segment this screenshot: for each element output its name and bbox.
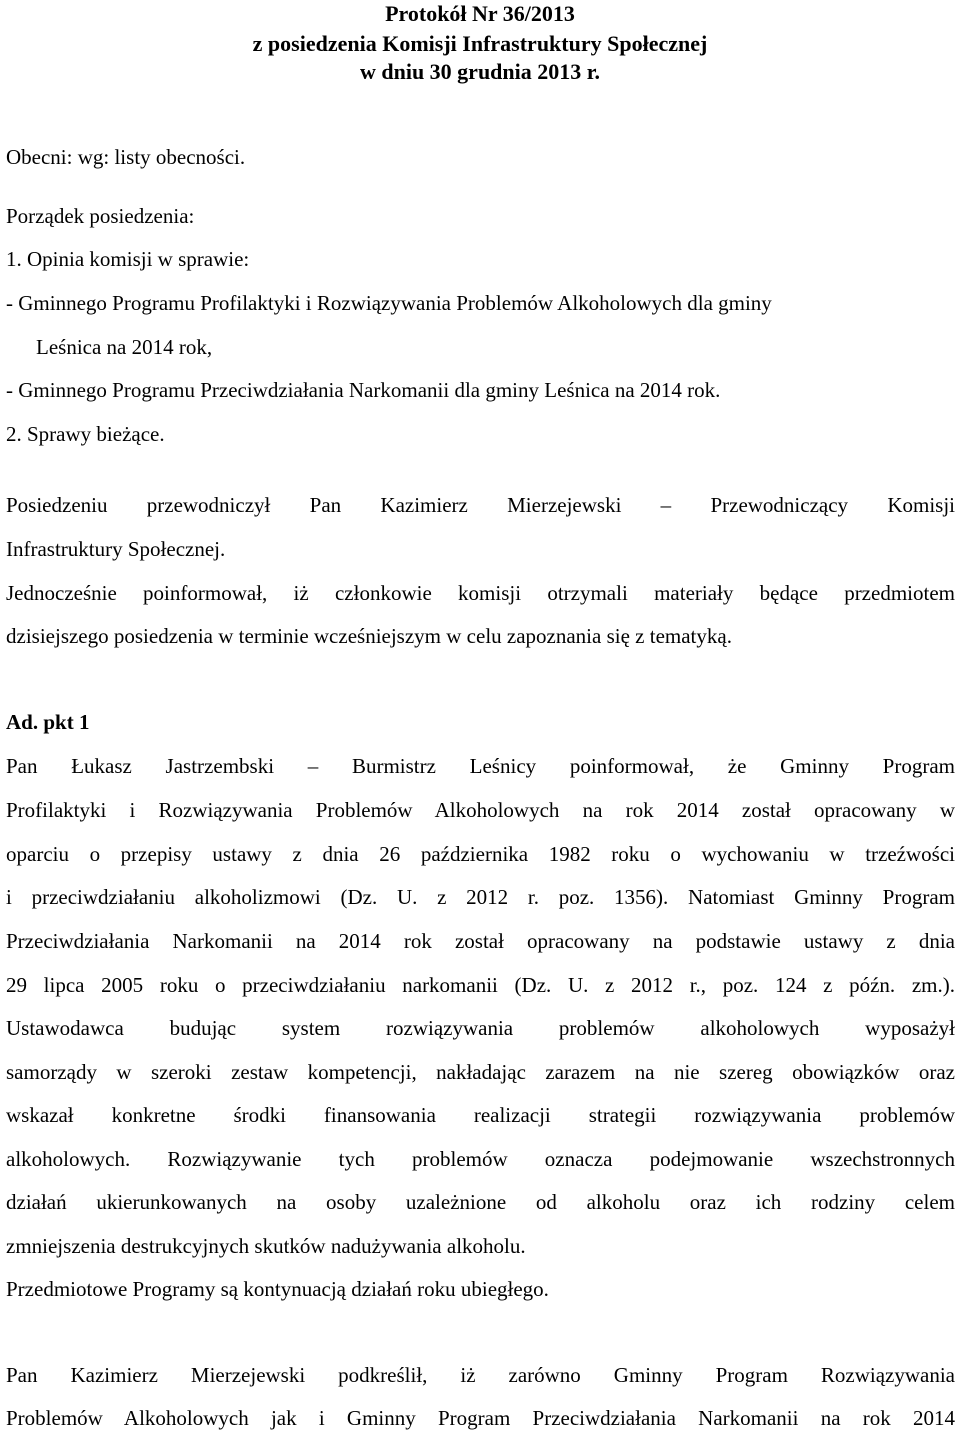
body-line: wskazał konkretne środki finansowania realizacji strategii rozwiązywania problemów	[6, 1103, 955, 1127]
agenda-item-2: 2. Sprawy bieżące.	[6, 422, 165, 446]
agenda-item-1: 1. Opinia komisji w sprawie:	[6, 247, 250, 271]
protocol-date: w dniu 30 grudnia 2013 r.	[359, 59, 601, 84]
body-line: oparciu o przepisy ustawy z dnia 26 października 1982 roku o wychowaniu w trzeźwości	[6, 842, 955, 866]
materials-paragraph: Jednocześnie poinformował, iż członkowie komisji otrzymali materiały będące przedmiotem	[6, 581, 955, 605]
agenda-heading: Porządek posiedzenia:	[6, 204, 195, 228]
body-line: samorządy w szeroki zestaw kompetencji, nakładając zarazem na nie szereg obowiązków oraz	[6, 1060, 955, 1084]
body-line: i przeciwdziałaniu alkoholizmowi (Dz. U. z 2012 r. poz. 1356). Natomiast Gminny Program	[6, 885, 955, 909]
body-line: 29 lipca 2005 roku o przeciwdziałaniu narkomanii (Dz. U. z 2012 r., poz. 124 z późn. zm.).	[6, 973, 955, 997]
closing-line: Przedmiotowe Programy są kontynuacją działań roku ubiegłego.	[6, 1277, 549, 1301]
agenda-subitem-1-cont: Leśnica na 2014 rok,	[36, 335, 213, 359]
body-line: alkoholowych. Rozwiązywanie tych problemów oznacza podejmowanie wszechstronnych	[6, 1147, 955, 1171]
agenda-subitem-2: - Gminnego Programu Przeciwdziałania Narkomanii dla gminy Leśnica na 2014 rok.	[6, 378, 721, 402]
protocol-title: Protokół Nr 36/2013	[385, 1, 575, 26]
chair-paragraph: Posiedzeniu przewodniczył Pan Kazimierz Mierzejewski – Przewodniczący Komisji	[6, 493, 955, 517]
agenda-subitem-1: - Gminnego Programu Profilaktyki i Rozwiązywania Problemów Alkoholowych dla gminy	[6, 291, 772, 315]
chair-paragraph-cont: Infrastruktury Społecznej.	[6, 537, 226, 561]
attendance-line: Obecni: wg: listy obecności.	[6, 145, 246, 169]
body-line: Pan Łukasz Jastrzembski – Burmistrz Leśnicy poinformował, że Gminny Program	[6, 754, 955, 778]
section2-line: Pan Kazimierz Mierzejewski podkreślił, iż zarówno Gminny Program Rozwiązywania	[6, 1363, 955, 1387]
section2-line: Problemów Alkoholowych jak i Gminny Program Przeciwdziałania Narkomanii na rok 2014	[6, 1406, 955, 1430]
body-line: Profilaktyki i Rozwiązywania Problemów Alkoholowych na rok 2014 został opracowany w	[6, 798, 955, 822]
body-line: działań ukierunkowanych na osoby uzależnione od alkoholu oraz ich rodziny celem	[6, 1190, 955, 1214]
section-heading-pkt1: Ad. pkt 1	[6, 710, 90, 734]
body-line: zmniejszenia destrukcyjnych skutków nadużywania alkoholu.	[6, 1234, 526, 1258]
protocol-subtitle: z posiedzenia Komisji Infrastruktury Społecznej	[252, 31, 708, 56]
body-line: Przeciwdziałania Narkomanii na 2014 rok został opracowany na podstawie ustawy z dnia	[6, 929, 955, 953]
materials-paragraph-cont: dzisiejszego posiedzenia w terminie wcześniejszym w celu zapoznania się z tematyką.	[6, 624, 732, 648]
body-line: Ustawodawca budując system rozwiązywania problemów alkoholowych wyposażył	[6, 1016, 955, 1040]
